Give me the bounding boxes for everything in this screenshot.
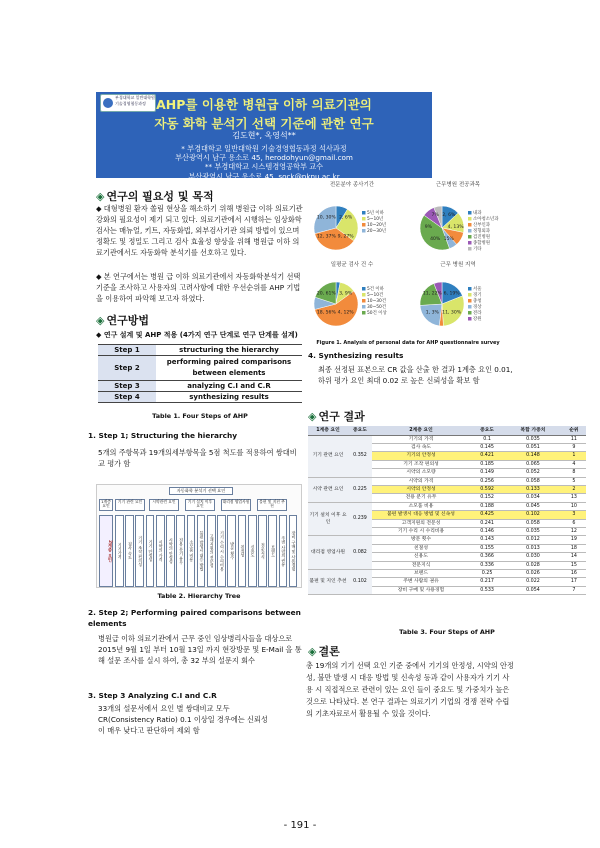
importance-cell: 0.241 — [470, 519, 504, 527]
factor-cell: 전용 분기 유무 — [372, 494, 470, 502]
weight-cell: 0.028 — [504, 561, 562, 569]
factor-cell: 기기 수리 시 수리비용 — [372, 527, 470, 535]
table-header-cell: 중요도 — [348, 426, 372, 435]
legend-label: 강원 — [473, 317, 482, 322]
step2-title: 2. Step 2; Performing paired comparisons between elements — [88, 608, 301, 628]
legend-swatch — [468, 247, 472, 251]
weight-cell: 0.022 — [504, 578, 562, 586]
tree-level2-node: 소모품 비용 — [187, 515, 196, 587]
factor-cell: 기기의 가격 — [372, 435, 470, 443]
weight-cell: 0.035 — [504, 527, 562, 535]
legend-label: 5건 이하 — [367, 287, 384, 292]
tree-level1-node: 기기 설치 이후 요인 — [185, 499, 215, 511]
legend-label: 10~30건 — [367, 299, 387, 304]
legend-swatch — [468, 223, 472, 227]
tree-level2-node: 기기 안정성 — [146, 515, 155, 587]
pie-chart-title: 일평균 검사 건 수 — [330, 262, 374, 268]
tree-root: 자동화학 분석기 선택 요인 — [169, 487, 233, 495]
legend-swatch — [362, 299, 366, 303]
pie-slice-label: 2, 6% — [442, 213, 456, 219]
importance-cell: 0.185 — [470, 460, 504, 468]
factor-cell: 시약의 안정성 — [372, 485, 470, 493]
table1-caption: Table 1. Four Steps of AHP — [152, 412, 248, 420]
importance-cell: 0.1 — [470, 435, 504, 443]
pie-slice-label: 15% — [443, 236, 454, 242]
table-row — [308, 570, 586, 578]
group-name-cell: 불편 및 지인 추천 — [308, 570, 348, 595]
weight-cell: 0.133 — [504, 485, 562, 493]
step4-title: 4. Synthesizing results — [308, 351, 404, 360]
rank-cell: 14 — [562, 553, 586, 561]
importance-cell: 0.533 — [470, 586, 504, 594]
logo-text: 부경대학교 일반대학원 기술경영협동과정 — [115, 95, 155, 106]
tree-level1-node: 불편 및 지친 추천 — [257, 499, 287, 511]
importance-cell: 0.592 — [470, 485, 504, 493]
legend-label: 5~10년 — [367, 217, 384, 222]
group-weight-cell: 0.239 — [348, 502, 372, 536]
pie-slice-label: 4, 13% — [447, 225, 464, 230]
table-row — [308, 435, 586, 443]
step3-title: 3. Step 3 Analyzing C.I and C.R — [88, 691, 217, 700]
rank-cell: 2 — [562, 485, 586, 493]
legend-swatch — [362, 229, 366, 233]
group-weight-cell: 0.102 — [348, 570, 372, 595]
table-row: Step 3 analyzing C.I and C.R — [98, 381, 302, 392]
weight-cell: 0.045 — [504, 502, 562, 510]
table-row — [308, 536, 586, 544]
group-weight-cell: 0.225 — [348, 477, 372, 502]
factor-cell: 방문 횟수 — [372, 536, 470, 544]
affiliation-2: 부산광역시 남구 용소로 45, herodohyun@gmail.com — [175, 153, 353, 163]
factor-cell: 시약의 가격 — [372, 477, 470, 485]
step1-text: 5개의 주항목과 19개의세부항목을 5점 척도를 적용하여 쌍대비교 평가 함 — [98, 448, 297, 468]
legend-swatch — [468, 287, 472, 291]
importance-cell: 0.149 — [470, 469, 504, 477]
legend-swatch — [468, 299, 472, 303]
factor-cell: 주변 사람의 권유 — [372, 578, 470, 586]
factor-cell: 기기의 안정성 — [372, 452, 470, 460]
tree-level2-node: 고객지원의 전문성 — [207, 515, 216, 587]
tree-level2-node: 방문 횟수 — [227, 515, 236, 587]
legend-swatch — [362, 287, 366, 291]
section-title-method: ◈ 연구방법 — [96, 314, 149, 327]
weight-cell: 0.148 — [504, 452, 562, 460]
purpose-paragraph-2: ◆ 본 연구에서는 병원 급 이하 의료기관에서 자동화학분석기 선택 기준을 조사하고 사용자의 고려사항에 대한 우선순위를 AHP 기법을 이용하여 파악해 보고자 하였다. — [96, 272, 301, 303]
tree-side-label-1: 1계층 요인 — [99, 499, 113, 511]
tree-level2-node: 브랜드 — [268, 515, 277, 587]
weight-cell: 0.030 — [504, 553, 562, 561]
weight-cell: 0.102 — [504, 511, 562, 519]
importance-cell: 0.425 — [470, 511, 504, 519]
step2-text: 병원급 이하 의료기관에서 근무 중인 임상병리사들을 대상으로 2015년 9월 1일 부터 10월 13일 까지 현장방문 및 E-Mail 을 통해 설문 조사를 실시 하여, 총 32 부의 설문지 회수 — [98, 634, 302, 665]
legend-label: 정형외과 — [473, 229, 490, 234]
weight-cell: 0.051 — [504, 443, 562, 451]
rank-cell: 16 — [562, 570, 586, 578]
legend-label: 충청 — [473, 299, 482, 304]
factor-cell: 고객지원의 전문성 — [372, 519, 470, 527]
rank-cell: 3 — [562, 511, 586, 519]
importance-cell: 0.25 — [470, 570, 504, 578]
rank-cell: 4 — [562, 460, 586, 468]
pie-slice-label: 2, 6% — [339, 215, 353, 221]
affiliation-1: * 부경대학교 일반대학원 기술경영협동과정 석사과정 — [181, 144, 347, 153]
legend-swatch — [468, 293, 472, 297]
rank-cell: 6 — [562, 519, 586, 527]
importance-cell: 0.336 — [470, 561, 504, 569]
legend-label: 5년 이하 — [367, 211, 384, 216]
legend-label: 10~20년 — [367, 223, 387, 228]
table-header-cell: 순위 — [562, 426, 586, 435]
importance-cell: 0.146 — [470, 527, 504, 535]
legend-label: 30~50건 — [367, 305, 387, 310]
tree-level1-node: 대리점 영업사원 — [221, 499, 251, 511]
table-row — [308, 477, 586, 485]
tree-side-label-2: 2계층 요인 — [99, 515, 113, 587]
tree-level1-node: 기기 관련 요인 — [115, 499, 145, 511]
pie-slice-label: 11, 22% — [422, 291, 442, 297]
table-row: Step 4 synthesizing results — [98, 392, 302, 403]
affiliation-4: 부산광역시 남구 용소로 45, sock@pknu.ac.kr — [188, 171, 340, 181]
weight-cell: 0.012 — [504, 536, 562, 544]
pie-slice-label: 18, 56% — [316, 310, 336, 316]
pie-chart-title: 전문분야 종사기간 — [329, 182, 375, 188]
legend-label: 산부인과 — [473, 223, 490, 228]
step3-text: 33개의 설문서에서 요인 별 쌍대비교 모두 CR(Consistency Ratio) 0.1 이상일 경우에는 신뢰성이 매우 낮다고 판단하여 제외 함 — [98, 704, 268, 735]
pie-slice-label: 7% — [431, 213, 439, 219]
pie-slice-label: 4, 12% — [337, 310, 354, 316]
legend-swatch — [468, 235, 472, 239]
rank-cell: 19 — [562, 536, 586, 544]
importance-cell: 0.152 — [470, 494, 504, 502]
title-line-2: 자동 화학 분석기 선택 기준에 관한 연구 — [154, 116, 374, 131]
rank-cell: 11 — [562, 435, 586, 443]
purpose-paragraph-1: ◆ 대형병원 환자 쏠림 현상을 해소하기 위해 병원급 이하 의료기관 강화의 필요성이 제기 되고 있다. 의료기관에서 시행하는 임상화학 검사는 매뉴얼, 키트, 자동화법, 외부검사기관 의뢰 방법이 있으며 정확도 및 정밀도 그리고 검사 효율성 향상을 위해 병원급 이하 의료기관에서도 자동화학 분석기를 선호하고 있다. — [96, 204, 303, 257]
table-row — [308, 502, 586, 510]
pie-chart-title: 근무 병원 지역 — [440, 262, 476, 268]
legend-swatch — [468, 229, 472, 233]
importance-cell: 0.366 — [470, 553, 504, 561]
logo-emblem-icon — [103, 98, 113, 108]
table-header-cell: 1계층 요인 — [308, 426, 348, 435]
weight-cell: 0.052 — [504, 469, 562, 477]
pie-slice-label: 9, 27% — [337, 234, 354, 240]
step4-text: 최종 선정된 표본으로 CR 값을 산출 한 결과 1계층 요인 0.01, 하위 평가 요인 최대 0.02 로 높은 신뢰성을 확보 함 — [318, 365, 513, 385]
figure1-caption: Figure 1. Analysis of personal data for AHP questionnaire survey — [316, 340, 500, 346]
pie-slice-label: 1, 3% — [425, 310, 439, 316]
legend-swatch — [468, 211, 472, 215]
factor-cell: 검사 속도 — [372, 443, 470, 451]
pie-slice-label: 3, 9% — [339, 291, 353, 297]
weight-cell: 0.026 — [504, 570, 562, 578]
group-name-cell: 기기 관련 요인 — [308, 435, 348, 477]
tree-level2-node: 전용 분기 유무 — [176, 515, 185, 587]
legend-swatch — [468, 217, 472, 221]
table-header-cell: 2계층 요인 — [372, 426, 470, 435]
legend-label: 검진병원 — [473, 235, 490, 240]
rank-cell: 12 — [562, 527, 586, 535]
legend-label: 전라 — [473, 311, 482, 316]
legend-swatch — [362, 293, 366, 297]
group-weight-cell: 0.082 — [348, 536, 372, 570]
importance-cell: 0.143 — [470, 536, 504, 544]
weight-cell: 0.034 — [504, 494, 562, 502]
table3-caption: Table 3. Four Steps of AHP — [399, 628, 495, 636]
pie-slice-label: 20, 61% — [316, 291, 336, 297]
tree-level2-node: 불편 발생시 대응 방법 — [197, 515, 206, 587]
table-header-cell: 중요도 — [470, 426, 504, 435]
factor-cell: 불편 발생시 대응 방법 및 신속성 — [372, 511, 470, 519]
title-line-1: AHP를 이용한 병원급 이하 의료기관의 — [156, 97, 372, 112]
tree-level2-node: 신용도 — [248, 515, 257, 587]
rank-cell: 8 — [562, 469, 586, 477]
rank-cell: 5 — [562, 477, 586, 485]
tree-level2-node: 주변 사람의 권유 — [279, 515, 288, 587]
tree-level2-node: 기기 수리 시 수리비용 — [217, 515, 226, 587]
legend-label: 20~30년 — [367, 229, 387, 234]
section-title-conclusion: ◈ 결론 — [308, 645, 340, 658]
factor-cell: 친절성 — [372, 544, 470, 552]
importance-cell: 0.188 — [470, 502, 504, 510]
weight-cell: 0.035 — [504, 435, 562, 443]
rank-cell: 7 — [562, 586, 586, 594]
pie-slice-label: 11, 30% — [442, 310, 462, 316]
pie-slice-label: 12, 37% — [316, 234, 336, 240]
legend-label: 내과 — [473, 211, 482, 216]
tree-level2-node: 시약의 가격 — [156, 515, 165, 587]
legend-label: 종합병원 — [473, 241, 490, 246]
importance-cell: 0.217 — [470, 578, 504, 586]
tree-level2-node: 친절성 — [238, 515, 247, 587]
table-row: Step 2 performing paired comparisons between elements — [98, 356, 302, 381]
pie-slice-label: 6, 19% — [443, 291, 460, 297]
university-logo — [100, 94, 156, 112]
weight-cell: 0.058 — [504, 477, 562, 485]
legend-label: 5~10건 — [367, 293, 384, 298]
legend-swatch — [362, 211, 366, 215]
tree-level2-node: 시약의 안정성 — [166, 515, 175, 587]
tree-caption: Table 2. Hierarchy Tree — [157, 592, 241, 600]
legend-swatch — [468, 305, 472, 309]
section-title-results: ◈ 연구 결과 — [308, 410, 365, 423]
group-name-cell: 기기 설치 이후 요인 — [308, 502, 348, 536]
legend-label: 소아청소년과 — [473, 217, 499, 222]
table-header-cell: 복합 가중치 — [504, 426, 562, 435]
rank-cell: 17 — [562, 578, 586, 586]
rank-cell: 1 — [562, 452, 586, 460]
tree-level2-node: 전문지식 — [258, 515, 267, 587]
legend-swatch — [362, 217, 366, 221]
personal-data-pie-charts — [308, 180, 510, 340]
factor-cell: 기기 조작 편의성 — [372, 460, 470, 468]
authors: 김도현*, 옥영석** — [232, 131, 296, 140]
legend-swatch — [468, 241, 472, 245]
factor-cell: 시약의 소모량 — [372, 469, 470, 477]
tree-level2-node: 장비 구매 및 사용경험 — [289, 515, 298, 587]
tree-level1-node: 시약관련 요인 — [149, 499, 179, 511]
weight-cell: 0.058 — [504, 519, 562, 527]
group-weight-cell: 0.352 — [348, 435, 372, 477]
tree-level2-node: 기기 조작 편의성 — [135, 515, 144, 587]
step1-title: 1. Step 1; Structuring the hierarchy — [88, 431, 238, 440]
factor-cell: 장비 구매 및 사용경험 — [372, 586, 470, 594]
factor-cell: 신용도 — [372, 553, 470, 561]
legend-label: 경상 — [473, 305, 482, 310]
pie-slice-label: 40% — [430, 236, 441, 242]
group-name-cell: 대리점 영업사원 — [308, 536, 348, 570]
legend-swatch — [468, 317, 472, 321]
weight-cell: 0.054 — [504, 586, 562, 594]
rank-cell: 10 — [562, 502, 586, 510]
rank-cell: 18 — [562, 544, 586, 552]
method-subtitle: ◆ 연구 설계 및 AHP 적용 (4가지 연구 단계로 연구 단계를 설계) — [96, 331, 298, 339]
rank-cell: 9 — [562, 443, 586, 451]
pie-chart-title: 근무병원 전공과목 — [435, 182, 481, 188]
weight-cell: 0.013 — [504, 544, 562, 552]
importance-cell: 0.155 — [470, 544, 504, 552]
legend-label: 서울 — [473, 287, 482, 292]
importance-cell: 0.145 — [470, 443, 504, 451]
legend-swatch — [362, 311, 366, 315]
legend-swatch — [362, 305, 366, 309]
group-name-cell: 시약 관련 요인 — [308, 477, 348, 502]
legend-swatch — [362, 223, 366, 227]
section-title-purpose: ◈ 연구의 필요성 및 목적 — [96, 190, 214, 203]
table-header-row — [308, 426, 586, 435]
results-table — [308, 426, 586, 595]
weight-cell: 0.065 — [504, 460, 562, 468]
page-number: - 191 - — [283, 820, 317, 831]
importance-cell: 0.256 — [470, 477, 504, 485]
rank-cell: 15 — [562, 561, 586, 569]
legend-label: 50건 이상 — [367, 311, 387, 316]
factor-cell: 전문지식 — [372, 561, 470, 569]
hierarchy-tree — [96, 484, 302, 588]
conclusion-text: 총 19개의 기기 선택 요인 기준 중에서 기기의 안정성, 시약의 안정성, 불만 발생 시 대응 방법 및 신속성 등과 같이 사용자가 기기 사용 시 직접적으로 관련이 있는 요인 들이 중요도 및 가중치가 높은 것으로 나타났다. 본 연구 결과는 의료기기 기업의 경쟁 전략 수립의 기초자료로서 활용될 수 있을 것이다. — [306, 661, 514, 718]
importance-cell: 0.421 — [470, 452, 504, 460]
table-row: Step 1 structuring the hierarchy — [98, 345, 302, 356]
factor-cell: 소모품 비용 — [372, 502, 470, 510]
factor-cell: 브랜드 — [372, 570, 470, 578]
affiliation-3: ** 부경대학교 시스템경영공학부 교수 — [204, 162, 324, 172]
tree-level2-node: 검사 속도 — [125, 515, 134, 587]
table-four-steps — [98, 344, 302, 403]
legend-label: 기타 — [473, 247, 482, 252]
pie-slice-label: 10, 30% — [316, 215, 336, 221]
pie-slice-label: 9% — [424, 225, 433, 230]
tree-level2-node: 기기가격 — [115, 515, 124, 587]
legend-swatch — [468, 311, 472, 315]
rank-cell: 13 — [562, 494, 586, 502]
legend-label: 경기 — [473, 293, 482, 298]
